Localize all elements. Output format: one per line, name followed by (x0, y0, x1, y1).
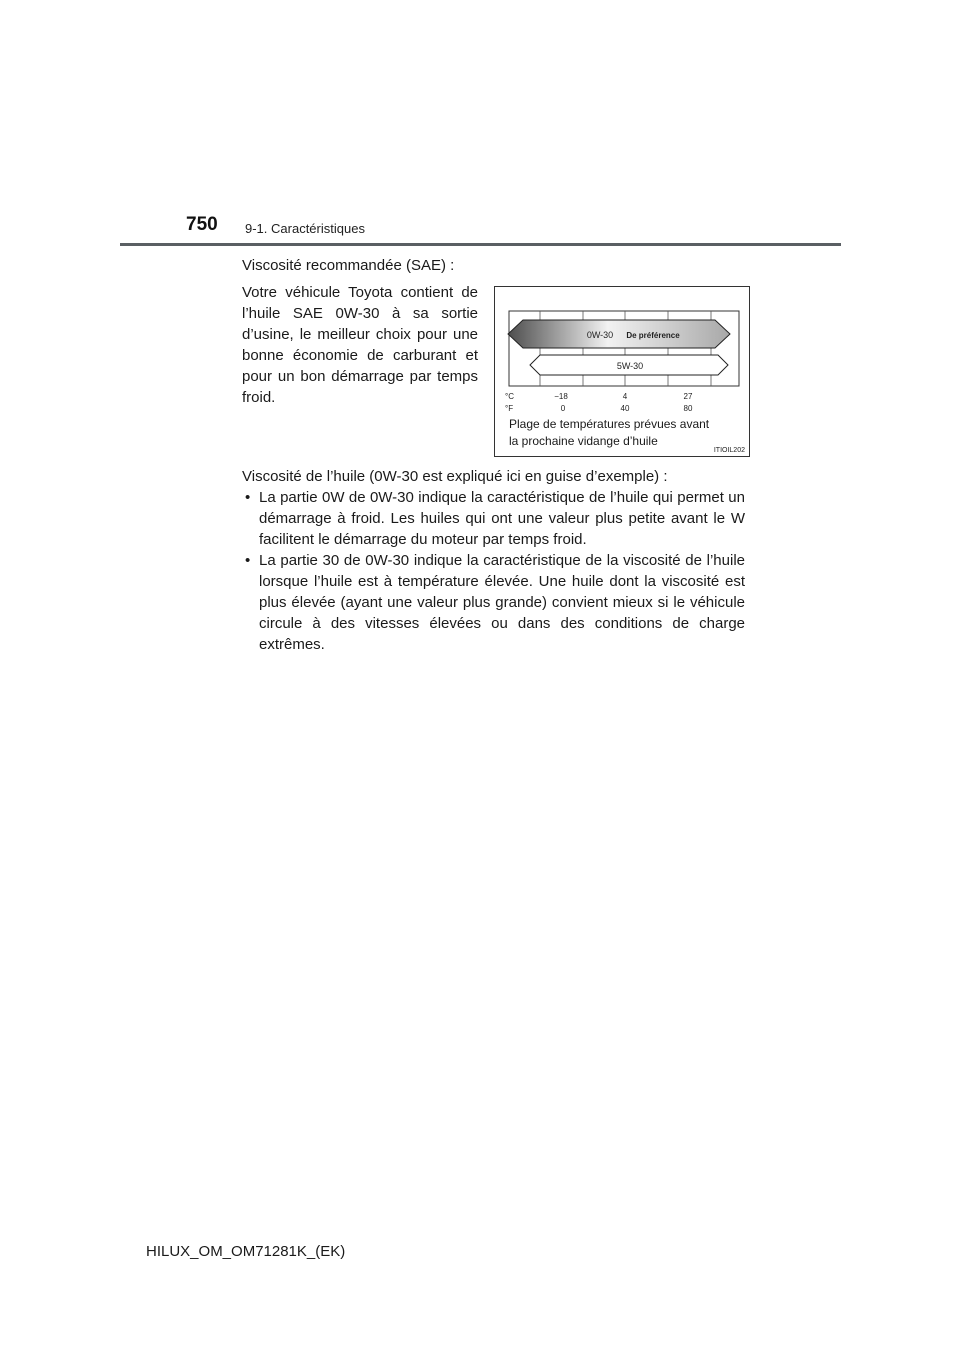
viscosity-intro: Viscosité de l’huile (0W-30 est expliqué ici en guise d’exemple) : (242, 468, 668, 485)
unit-fahrenheit: °F (505, 404, 514, 413)
tick-celsius: 27 (683, 392, 693, 401)
paragraph-line: d’usine, le meilleur choix pour une (242, 326, 478, 343)
paragraph-line: froid. (242, 389, 276, 406)
toyota-paragraph (242, 282, 478, 408)
bullet-text: La partie 30 de 0W-30 indique la caractéristique de la viscosité de l’huile lorsque l’huile est à température élevée. Une huile dont la viscosité est plus élevée (ayant une valeur plus grande) convient mieux si le véhicule circule à des vitesses élevées ou dans des conditions de charge extrêmes. (259, 552, 745, 653)
paragraph-line: Votre véhicule Toyota contient de (242, 284, 478, 301)
tick-celsius: 4 (622, 392, 628, 401)
figure-caption-line1: Plage de températures prévues avant (509, 417, 710, 431)
paragraph-line: bonne économie de carburant et (242, 347, 478, 364)
bullet-icon: • (245, 489, 251, 506)
header-rule (120, 243, 841, 246)
label-5w30: 5W-30 (616, 361, 644, 371)
figure-code: ITIOIL202 (713, 447, 745, 454)
bullet-list (242, 487, 745, 655)
figure-caption-line2: la prochaine vidange d’huile (509, 434, 658, 448)
unit-celsius: °C (505, 392, 514, 401)
list-item (242, 550, 745, 655)
oil-viscosity-figure (494, 286, 750, 457)
bullet-icon: • (245, 552, 251, 569)
label-preferred: De préférence (626, 331, 680, 340)
paragraph-line: l’huile SAE 0W-30 à sa sortie (242, 305, 478, 322)
arrow-0w30 (508, 320, 730, 348)
footer-code: HILUX_OM_OM71281K_(EK) (146, 1243, 346, 1260)
label-0w30: 0W-30 (586, 330, 614, 340)
paragraph-line: pour un bon démarrage par temps (242, 368, 478, 385)
page-number: 750 (186, 214, 218, 235)
viscosity-chart (495, 287, 749, 456)
tick-celsius: −18 (554, 392, 568, 401)
tick-fahrenheit: 0 (560, 404, 566, 413)
intro-text: Viscosité recommandée (SAE) : (242, 257, 455, 274)
section-title: 9-1. Caractéristiques (245, 221, 365, 236)
tick-fahrenheit: 40 (620, 404, 630, 413)
list-item (242, 487, 745, 550)
bullet-text: La partie 0W de 0W-30 indique la caractéristique de l’huile qui permet un démarrage à froid. Les huiles qui ont une valeur plus petite avant le W facilitent le démarrage du moteur par temps froid. (259, 489, 745, 548)
tick-fahrenheit: 80 (683, 404, 693, 413)
